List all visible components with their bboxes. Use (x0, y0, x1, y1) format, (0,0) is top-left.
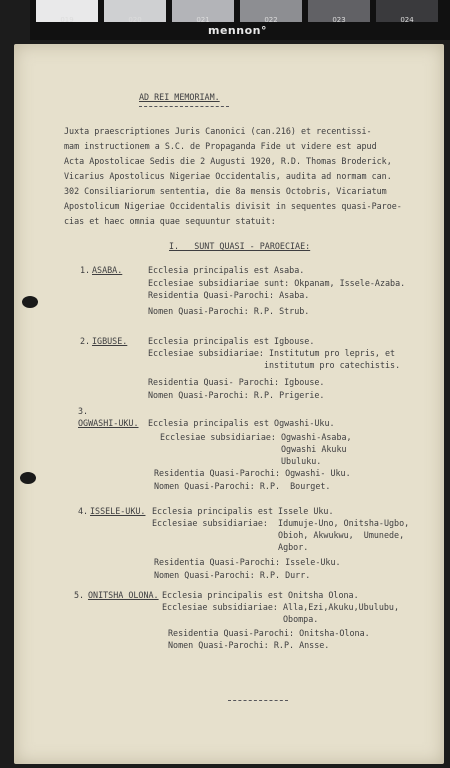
intro-line: cias et haec omnia quae sequuntur statuit: (64, 216, 276, 226)
punch-hole (20, 472, 36, 484)
parish-line: Residentia Quasi- Parochi: Igbouse. (148, 377, 325, 387)
document-sheet (14, 44, 444, 764)
intro-line: mam instructionem a S.C. de Propaganda Fide ut videre est apud (64, 141, 377, 151)
closing-rule (228, 700, 288, 701)
parish-number: 5. (74, 590, 85, 600)
parish-line: Ecclesiae subsidiariae: Institutum pro lepris, et (148, 348, 396, 358)
parish-line: Residentia Quasi-Parochi: Asaba. (148, 290, 310, 300)
title-underline (139, 106, 229, 107)
parish-line: Ecclesia principalis est Issele Uku. (152, 506, 334, 516)
parish-line: Nomen Quasi-Parochi: R.P. Durr. (154, 570, 311, 580)
intro-line: Acta Apostolicae Sedis die 2 Augusti 1920, R.D. Thomas Broderick, (64, 156, 392, 166)
parish-name: ISSELE-UKU. (90, 506, 146, 516)
intro-line: Juxta praescriptiones Juris Canonici (can.216) et recentissi- (64, 126, 372, 136)
intro-line: 302 Consiliariorum sententia, die 8a mensis Octobris, Vicariatum (64, 186, 387, 196)
parish-name: OGWASHI-UKU. (78, 418, 139, 428)
parish-name: ASABA. (92, 265, 123, 275)
swatch-number: 020 (128, 16, 142, 24)
parish-name: IGBUSE. (92, 336, 128, 346)
parish-number: 4. (78, 506, 89, 516)
parish-name: ONITSHA OLONA. (88, 590, 159, 600)
parish-line: Obompa. (162, 614, 319, 624)
punch-hole (22, 296, 38, 308)
parish-line: Ecclesia principalis est Asaba. (148, 265, 305, 275)
swatch-number: 023 (332, 16, 346, 24)
parish-line: Nomen Quasi-Parochi: R.P. Prigerie. (148, 390, 325, 400)
parish-number: 3. (78, 406, 89, 416)
parish-line: Ogwashi Akuku (160, 444, 347, 454)
parish-line: Residentia Quasi-Parochi: Issele-Uku. (154, 557, 341, 567)
parish-line: Ecclesia principalis est Ogwashi-Uku. (148, 418, 335, 428)
parish-line: Agbor. (152, 542, 309, 552)
parish-line: Ubuluku. (160, 456, 322, 466)
parish-line: Ecclesia principalis est Igbouse. (148, 336, 315, 346)
parish-line: institutum pro catechistis. (148, 360, 401, 370)
intro-line: Vicarius Apostolicus Nigeriae Occidentalis, audita ad normam can. (64, 171, 392, 181)
swatch-number: 019 (60, 16, 74, 24)
section-heading: I. SUNT QUASI - PAROECIAE: (169, 241, 311, 251)
parish-line: Residentia Quasi-Parochi: Ogwashi- Uku. (154, 468, 351, 478)
parish-line: Nomen Quasi-Parochi: R.P. Strub. (148, 306, 310, 316)
parish-line: Ecclesiae subsidiariae: Alla,Ezi,Akuku,Ubulubu, (162, 602, 399, 612)
swatch-number: 022 (264, 16, 278, 24)
swatch-number: 021 (196, 16, 210, 24)
parish-number: 1. (80, 265, 91, 275)
parish-line: Nomen Quasi-Parochi: R.P. Bourget. (154, 481, 331, 491)
parish-line: Ecclesiae subsidiariae sunt: Okpanam, Issele-Azaba. (148, 278, 406, 288)
brand-logo: mennon° (208, 24, 267, 37)
parish-line: Residentia Quasi-Parochi: Onitsha-Olona. (168, 628, 370, 638)
parish-number: 2. (80, 336, 91, 346)
intro-line: Apostolicum Nigeriae Occidentalis divisit in sequentes quasi-Paroe- (64, 201, 402, 211)
parish-line: Nomen Quasi-Parochi: R.P. Ansse. (168, 640, 330, 650)
swatch-number: 024 (400, 16, 414, 24)
parish-line: Ecclesiae subsidiariae: Ogwashi-Asaba, (160, 432, 352, 442)
parish-line: Obioh, Akwukwu, Umunede, (152, 530, 405, 540)
parish-line: Ecclesiae subsidiariae: Idumuje-Uno, Onitsha-Ugbo, (152, 518, 410, 528)
document-title: AD REI MEMORIAM. (139, 92, 220, 102)
parish-line: Ecclesia principalis est Onitsha Olona. (162, 590, 359, 600)
